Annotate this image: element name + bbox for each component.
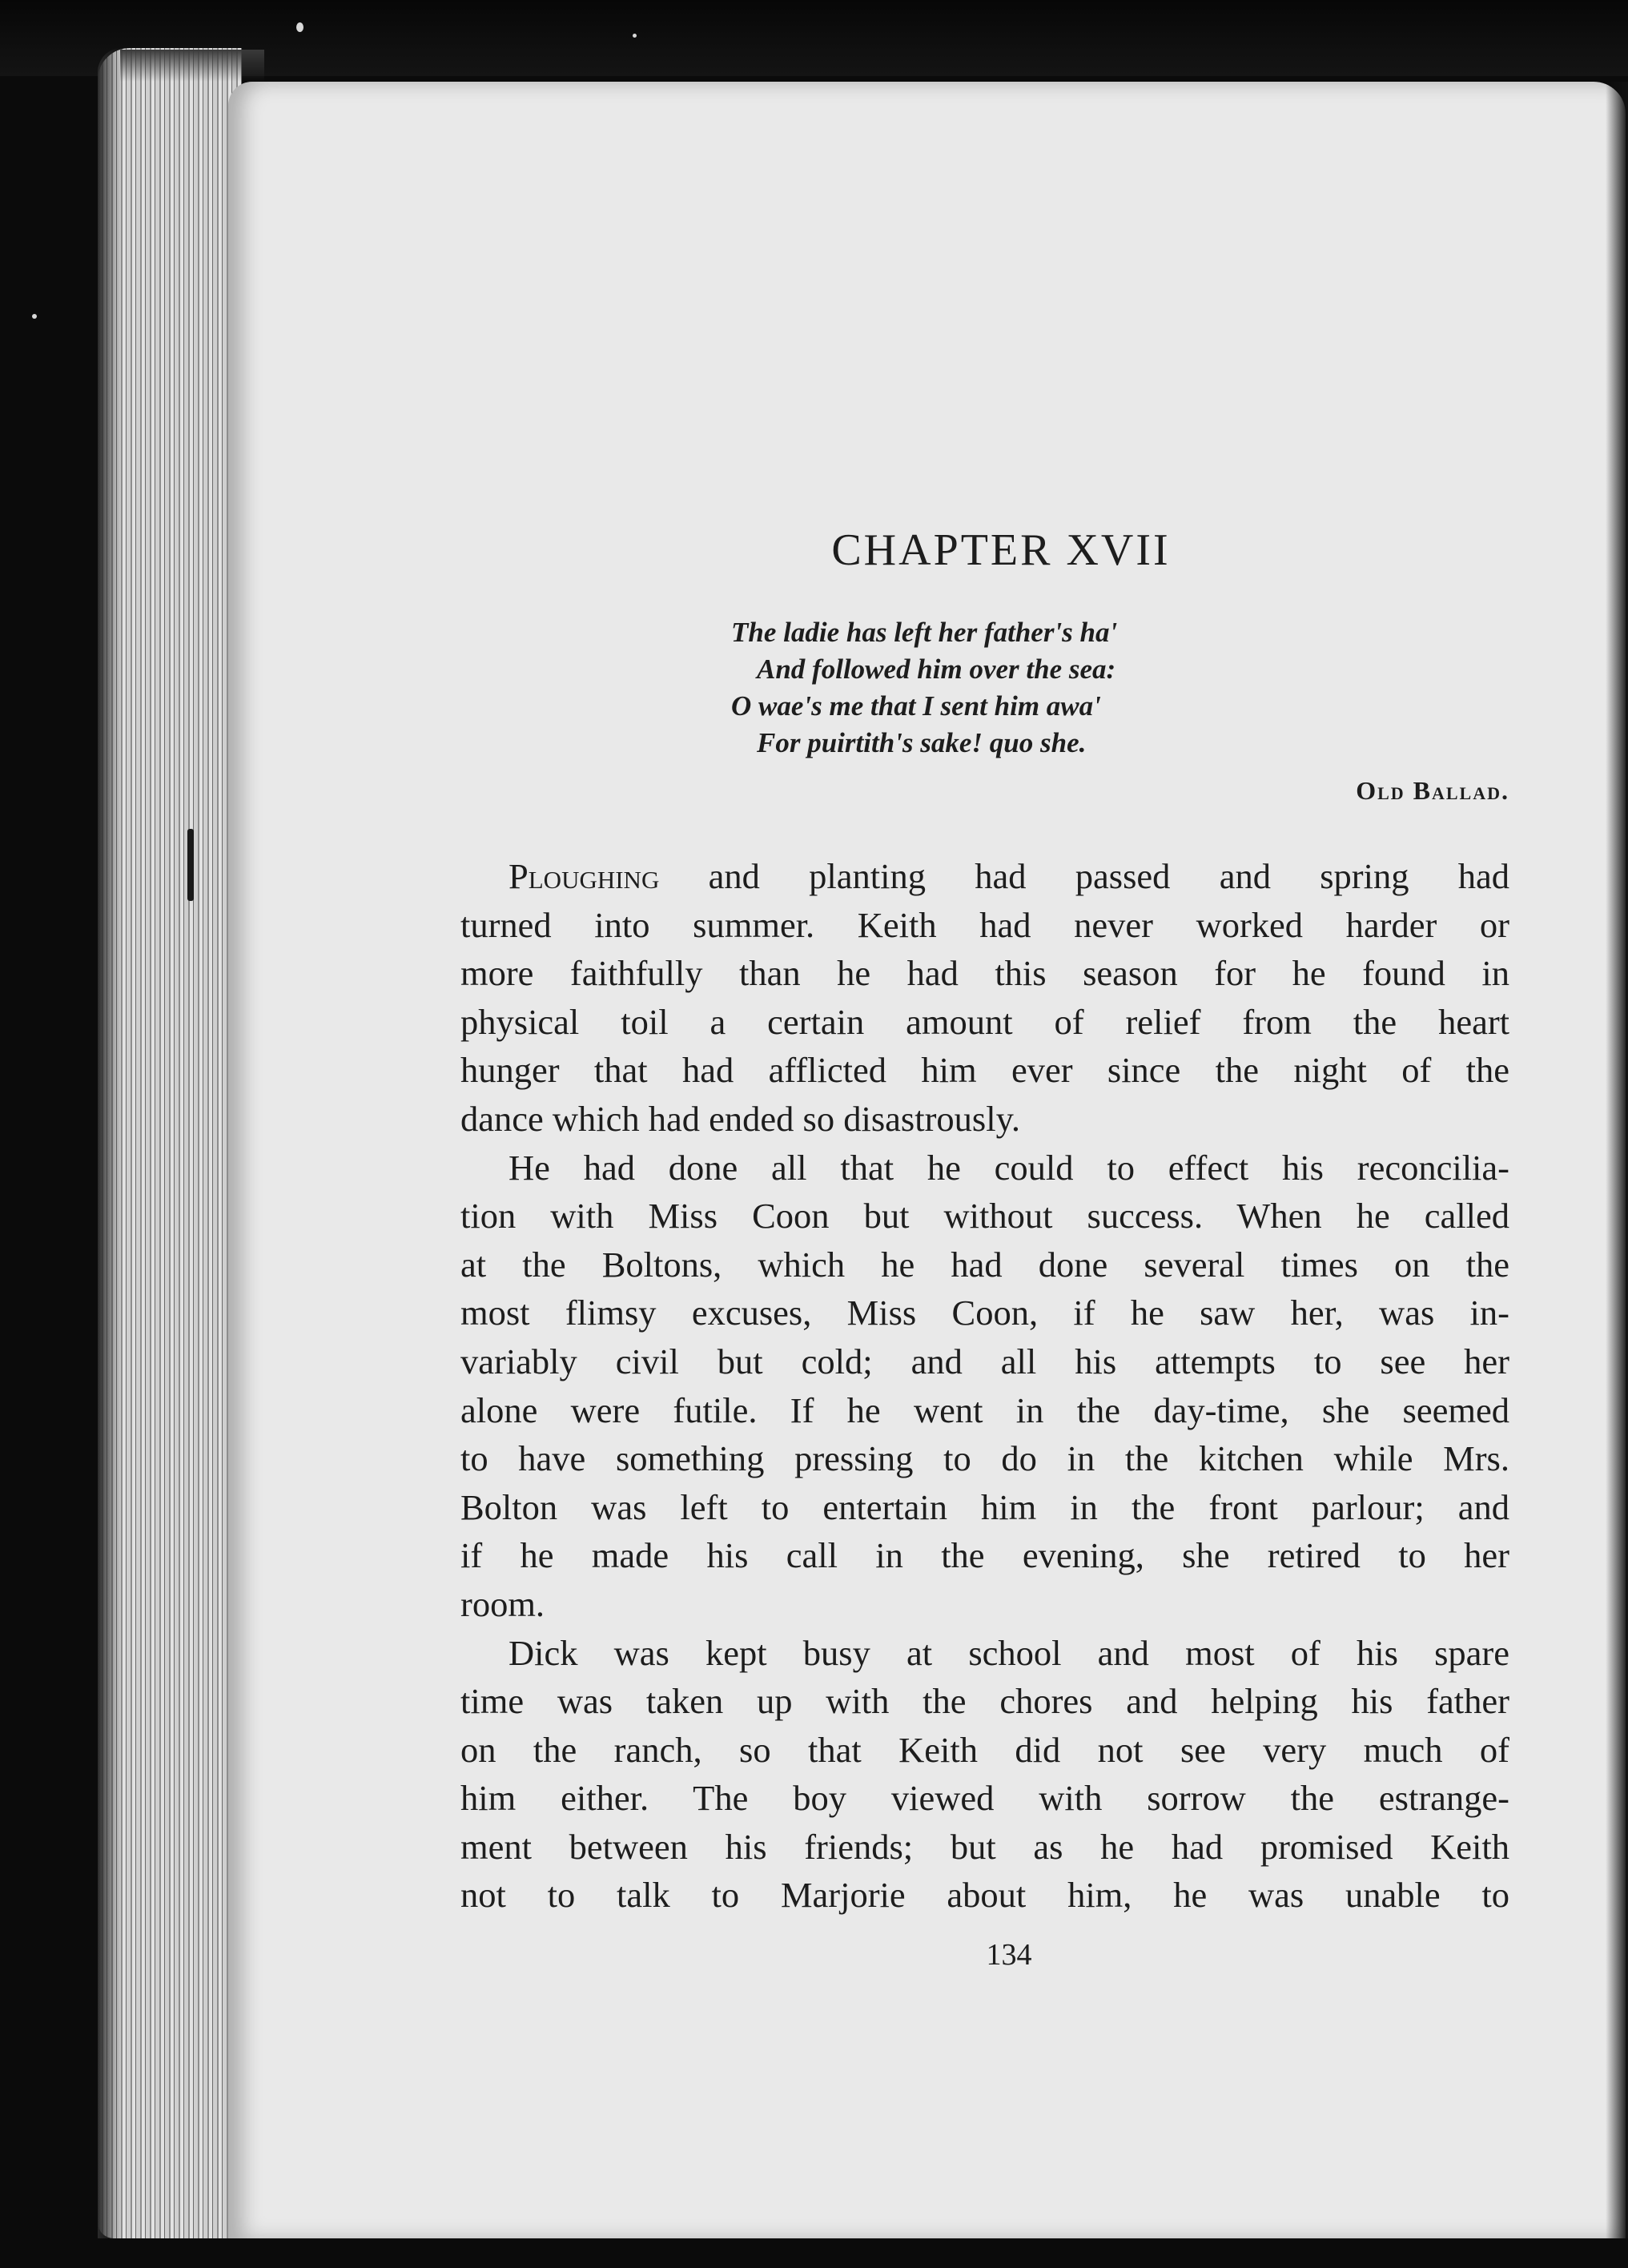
text-line: physical toil a certain amount of relief from the heart xyxy=(460,1001,1509,1042)
text-line: alone were futile. If he went in the day-time, she seemed xyxy=(460,1389,1509,1430)
chapter-title: CHAPTER XVII xyxy=(831,525,1171,575)
text-line: on the ranch, so that Keith did not see very much of xyxy=(460,1729,1509,1770)
text-line: if he made his call in the evening, she retired to her xyxy=(460,1535,1509,1576)
book-edge-top-shadow xyxy=(120,50,264,82)
text-line: room. xyxy=(460,1583,545,1624)
text-line: variably civil but cold; and all his attempts to see her xyxy=(460,1341,1509,1381)
book-edge-shadow xyxy=(98,48,122,2238)
text-line: more faithfully than he had this season for he found in xyxy=(460,953,1509,994)
text-line: tion with Miss Coon but without success. When he called xyxy=(460,1196,1509,1237)
epigraph-line: And followed him over the sea: xyxy=(757,653,1116,685)
scan-speck xyxy=(32,314,37,319)
text-line: ment between his friends; but as he had promised Keith xyxy=(460,1826,1509,1867)
text-line: hunger that had afflicted him ever since the night of the xyxy=(460,1050,1509,1091)
text-line: him either. The boy viewed with sorrow the estrange- xyxy=(460,1778,1509,1819)
epigraph-attribution: Old Ballad. xyxy=(1356,776,1509,805)
binding-mark xyxy=(187,829,194,901)
text-line: Bolton was left to entertain him in the front parlour; and xyxy=(460,1486,1509,1527)
text-line: Dick was kept busy at school and most of his spare xyxy=(508,1632,1509,1673)
paragraph xyxy=(460,1629,1509,1920)
scan-speck xyxy=(296,22,303,32)
text-line xyxy=(460,852,1509,901)
text-line: to have something pressing to do in the kitchen while Mrs. xyxy=(460,1438,1509,1479)
epigraph xyxy=(731,614,1509,762)
text-line: not to talk to Marjorie about him, he was unable to xyxy=(460,1875,1509,1916)
scan-bottom-border xyxy=(0,2238,1628,2268)
paragraph xyxy=(460,852,1509,1144)
text-line: dance which had ended so disastrously. xyxy=(460,1098,1021,1139)
paragraph xyxy=(460,1144,1509,1629)
page-number: 134 xyxy=(986,1938,1032,1972)
page-text-block xyxy=(460,525,1509,1972)
text-line: time was taken up with the chores and helping his father xyxy=(460,1681,1509,1722)
epigraph-line: O wae's me that I sent him awa' xyxy=(731,690,1101,722)
text-line: turned into summer. Keith had never worked harder or xyxy=(460,904,1509,945)
text-line: at the Boltons, which he had done several times on the xyxy=(460,1244,1509,1285)
scan-speck xyxy=(633,34,637,38)
drop-word: Ploughing xyxy=(508,856,660,896)
epigraph-line: The ladie has left her father's ha' xyxy=(731,617,1118,648)
text-line-rest: and planting had passed and spring had xyxy=(659,856,1509,896)
text-line: He had done all that he could to effect his reconcilia- xyxy=(508,1147,1509,1188)
epigraph-line: For puirtith's sake! quo she. xyxy=(757,727,1087,758)
text-line: most flimsy excuses, Miss Coon, if he saw her, was in- xyxy=(460,1293,1509,1333)
page-right-shadow xyxy=(1606,82,1628,2240)
